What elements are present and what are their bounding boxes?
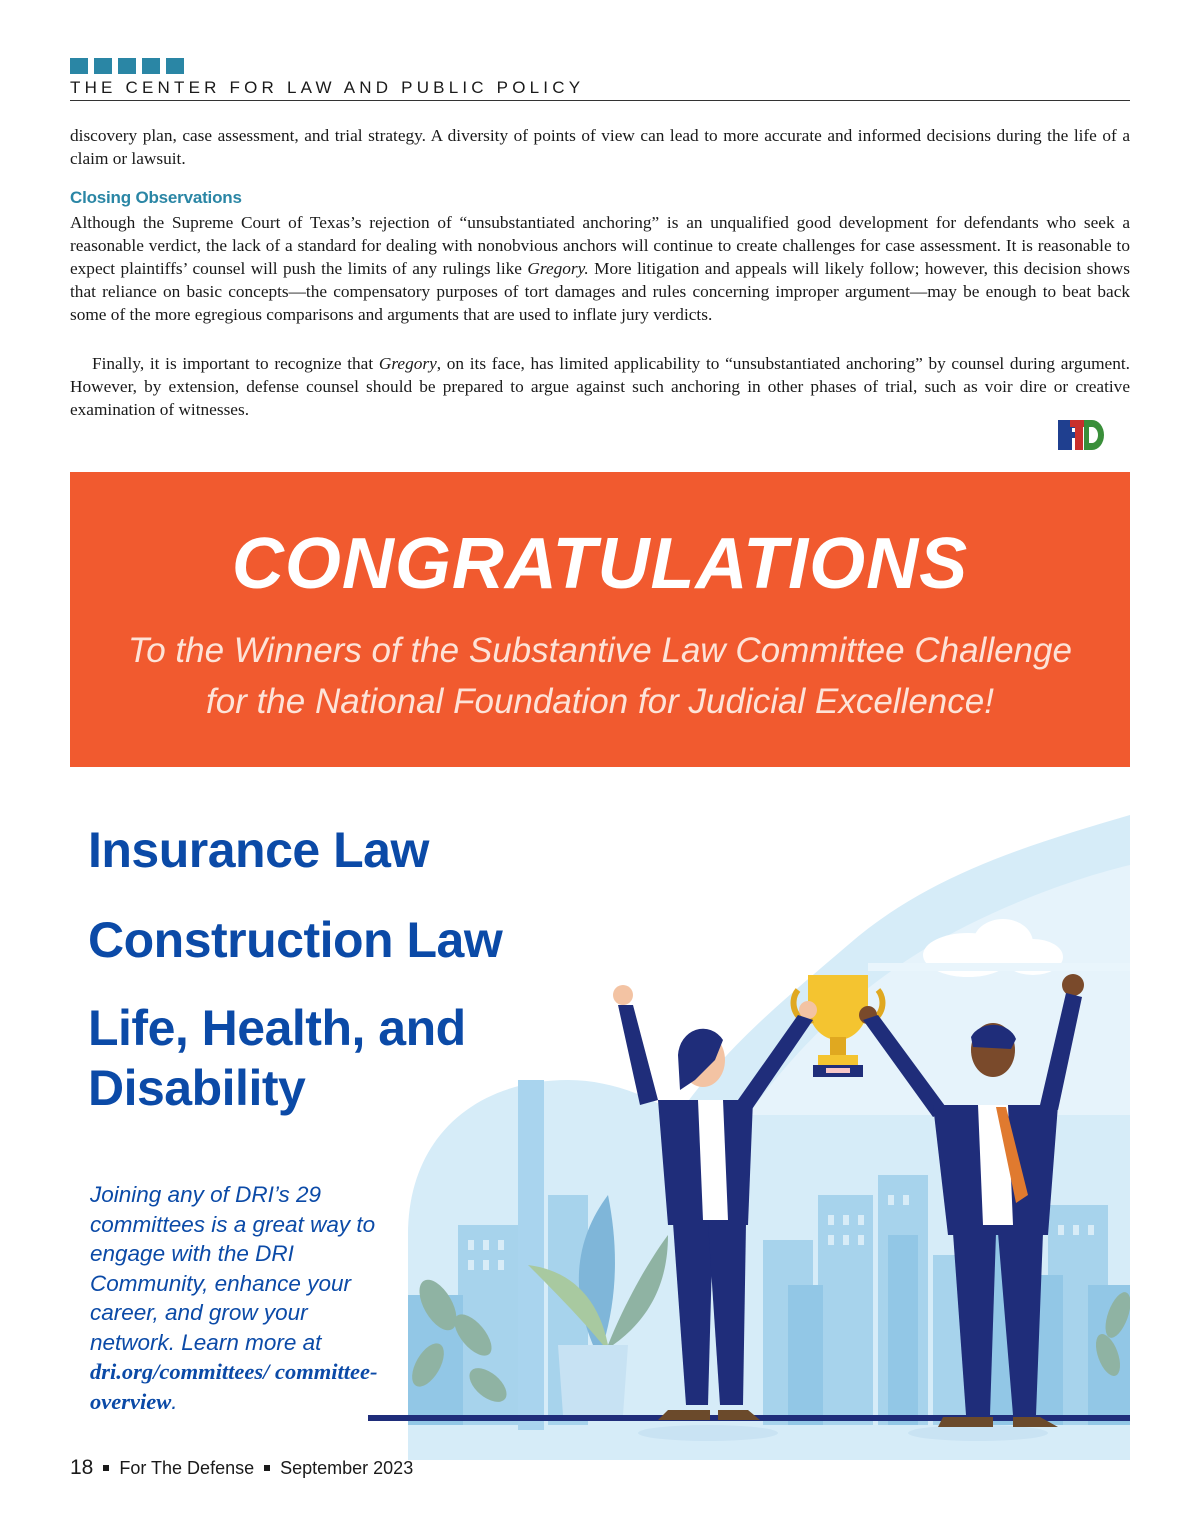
banner-subtitle-line-1: To the Winners of the Substantive Law Committee Challenge [128, 631, 1072, 670]
banner-title: CONGRATULATIONS [231, 524, 969, 604]
page-number: 18 [70, 1456, 94, 1479]
paragraph-1: discovery plan, case assessment, and trial strategy. A diversity of points of view can lead to more accurate and informed decisions during the life of a claim or lawsuit. [70, 126, 1130, 168]
case-name-gregory: Gregory [378, 354, 437, 373]
header-square [142, 58, 160, 74]
committee-insurance-law: Insurance Law [88, 822, 429, 878]
shadow-left [638, 1425, 778, 1441]
header-square [166, 58, 184, 74]
issue-date: September 2023 [280, 1457, 414, 1478]
section-header: THE CENTER FOR LAW AND PUBLIC POLICY [70, 78, 1130, 101]
congratulations-banner [70, 472, 1130, 767]
paragraph-3-part-a: Finally, it is important to recognize that [92, 354, 379, 373]
footer-bullet [264, 1465, 270, 1471]
committee-construction-law: Construction Law [88, 912, 503, 968]
case-name-gregory: Gregory. [527, 259, 589, 278]
publication-name: For The Defense [119, 1457, 255, 1478]
paragraph-2-part-a: Although the Supreme Court of Texas’s rejection of “unsubstantiated anchoring” is an unqualified good development for defendants who seek a reasonable verdict, the lack of a standard for dealing with nonobvious anchors will continue to create challenges for case assessment. It is reasonable to expect plaintiffs’ counsel will push the limits of any rulings like [70, 213, 1130, 278]
footer-bullet [103, 1465, 109, 1471]
paragraph-2-part-b: More litigation and appeals will likely follow; however, this decision shows that reliance on basic concepts—the compensatory purposes of tort damages and rules concerning improper argument—may be enough to beat back some of the more egregious comparisons and arguments that are used to inflate jury verdicts. [70, 259, 1130, 324]
paragraph-3-part-b: , on its face, has limited applicability to “unsubstantiated anchoring” by counsel during argument. However, by extension, defense counsel should be prepared to argue against such anchoring in other phases of trial, such as voir dire or creative examination of witnesses. [70, 354, 1130, 419]
committee-life-health-line-2: Disability [88, 1060, 306, 1116]
promo-body: Joining any of DRI’s 29 committees is a great way to engage with the DRI Community, enhance your career, and grow your network. Learn more at [90, 1182, 376, 1355]
committee-promo-text [90, 1180, 380, 1416]
closing-observations-heading: Closing Observations [70, 188, 242, 207]
committees-link[interactable]: dri.org/committees/ committee-overview [90, 1359, 378, 1414]
ftd-logo [1058, 418, 1104, 452]
banner-subtitle-line-2: for the National Foundation for Judicial Excellence! [206, 682, 994, 721]
promo-end: . [171, 1388, 178, 1414]
paragraph-2 [70, 211, 1130, 326]
committee-life-health-line-1: Life, Health, and [88, 1000, 466, 1056]
header-squares [70, 58, 184, 74]
shadow-right [908, 1425, 1048, 1441]
trophy-celebration-illustration [368, 815, 1130, 1460]
pillar [518, 1080, 544, 1430]
header-square [94, 58, 112, 74]
header-square [118, 58, 136, 74]
page-footer [70, 1456, 413, 1480]
header-square [70, 58, 88, 74]
paragraph-3 [70, 352, 1130, 421]
